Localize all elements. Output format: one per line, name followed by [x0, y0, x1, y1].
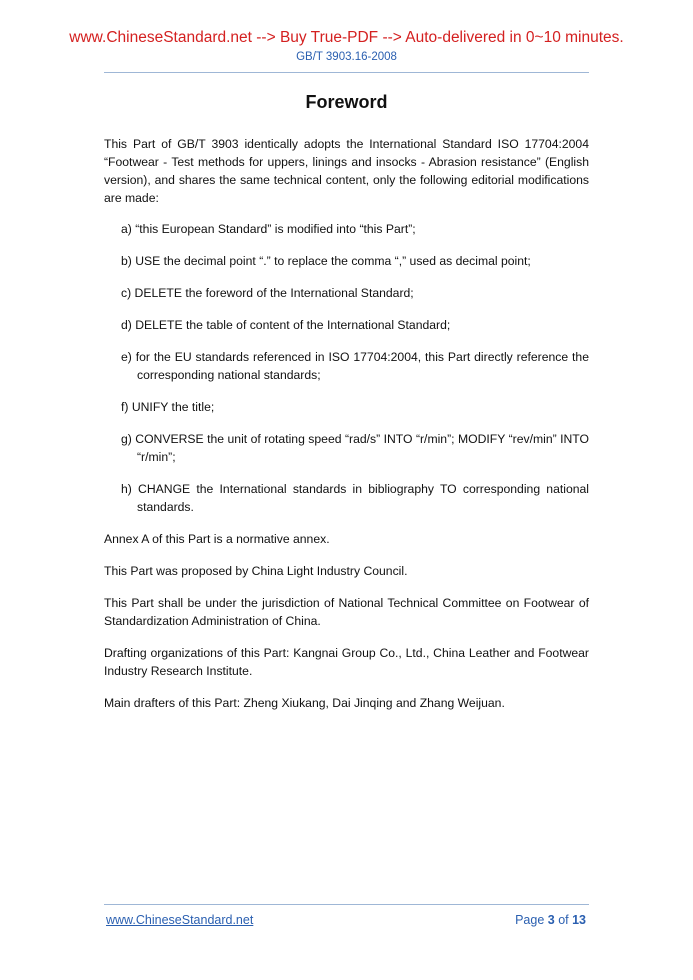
- page-title: Foreword: [305, 92, 388, 112]
- page-prefix: Page: [515, 913, 548, 927]
- annex-note: Annex A of this Part is a normative annex.: [104, 532, 330, 546]
- intro-paragraph: This Part of GB/T 3903 identically adopts the International Standard ISO 17704:2004 “Footwear - Test methods for uppers, linings and insocks - Abrasion resistance” (English version), and shares the same technical content, only the following editorial modifications are made:: [104, 137, 589, 205]
- list-item: g) CONVERSE the unit of rotating speed “rad/s” INTO “r/min”; MODIFY “rev/min” INTO “r/min”;: [121, 432, 589, 464]
- page-total: 13: [572, 913, 586, 927]
- footer-website-link[interactable]: www.ChineseStandard.net: [106, 913, 254, 927]
- modification-list: [104, 220, 589, 516]
- list-item: a) “this European Standard” is modified into “this Part”;: [121, 222, 416, 236]
- drafting-organizations: Drafting organizations of this Part: Kangnai Group Co., Ltd., China Leather and Footwear Industry Research Institute.: [104, 646, 589, 678]
- promo-banner[interactable]: www.ChineseStandard.net --> Buy True-PDF --> Auto-delivered in 0~10 minutes.: [69, 29, 624, 46]
- footer-divider: [104, 904, 589, 905]
- list-item: f) UNIFY the title;: [121, 400, 215, 414]
- main-drafters: Main drafters of this Part: Zheng Xiukang, Dai Jinqing and Zhang Weijuan.: [104, 696, 505, 710]
- page-of: of: [554, 913, 573, 927]
- document-body: [104, 135, 589, 726]
- page-number: [515, 913, 586, 927]
- list-item: d) DELETE the table of content of the International Standard;: [121, 318, 451, 332]
- jurisdiction-note: This Part shall be under the jurisdiction of National Technical Committee on Footwear of Standardization Administration of China.: [104, 596, 589, 628]
- page-current: 3: [547, 913, 555, 927]
- list-item: h) CHANGE the International standards in bibliography TO corresponding national standards.: [121, 482, 589, 514]
- list-item: b) USE the decimal point “.” to replace the comma “,” used as decimal point;: [121, 254, 531, 268]
- document-code: GB/T 3903.16-2008: [296, 51, 397, 63]
- proposer-note: This Part was proposed by China Light Industry Council.: [104, 564, 408, 578]
- list-item: c) DELETE the foreword of the International Standard;: [121, 286, 414, 300]
- list-item: e) for the EU standards referenced in ISO 17704:2004, this Part directly reference the corresponding national standards;: [121, 350, 589, 382]
- header-divider: [104, 72, 589, 73]
